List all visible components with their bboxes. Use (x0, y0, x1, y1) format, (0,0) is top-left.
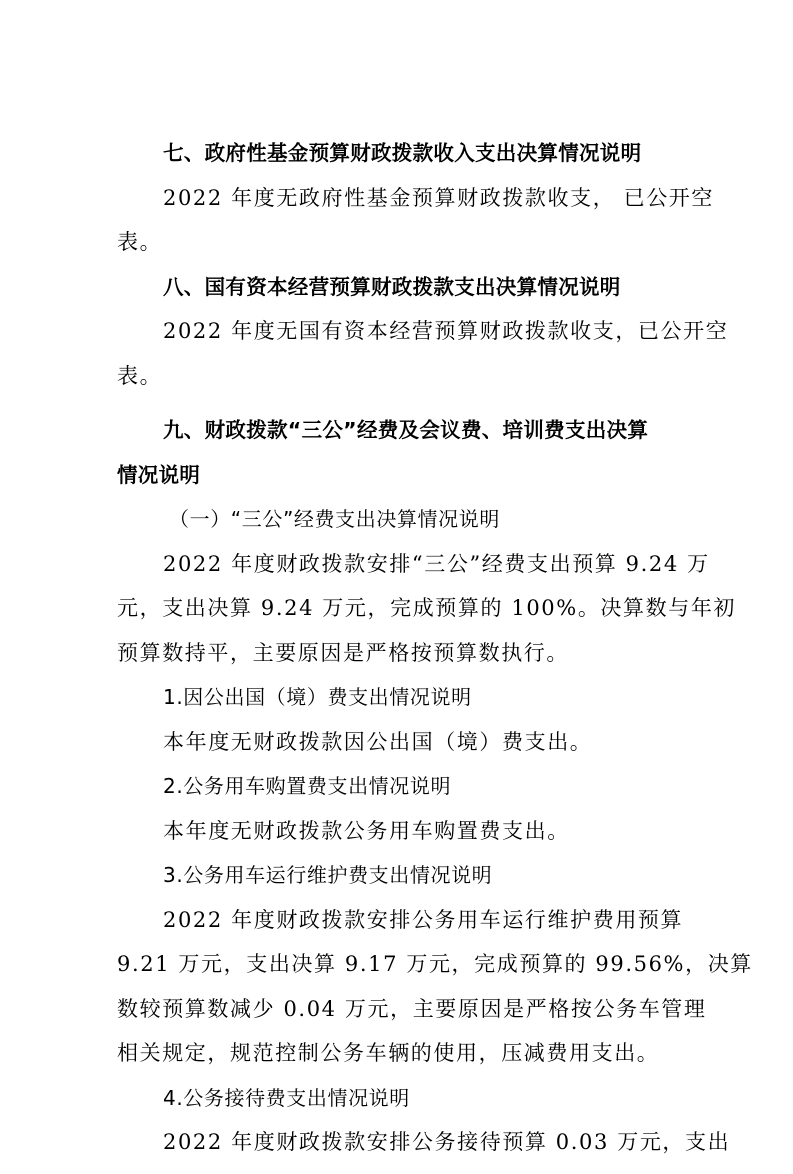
section-9-heading-line-1: 九、财政拨款“三公”经费及会议费、培训费支出决算 (163, 418, 649, 442)
item-4-heading: 4.公务接待费支出情况说明 (163, 1085, 410, 1110)
item-1-text: 本年度无财政拨款因公出国（境）费支出。 (163, 729, 593, 754)
subsection-1-paragraph-line-1: 2022 年度财政拨款安排“三公”经费支出预算 9.24 万 (163, 551, 710, 576)
spacer (117, 407, 677, 417)
item-1-heading: 1.因公出国（境）费支出情况说明 (163, 685, 472, 709)
section-7-paragraph-line-2: 表。 (117, 230, 163, 254)
item-3-paragraph-line-1: 2022 年度财政拨款安排公务用车运行维护费用预算 (163, 907, 684, 932)
item-3-paragraph-line-2: 9.21 万元，支出决算 9.17 万元，完成预算的 99.56%，决算 (117, 952, 753, 976)
section-8-paragraph-line-1: 2022 年度无国有资本经营预算财政拨款收支，已公开空 (163, 319, 729, 343)
document-body (117, 140, 753, 1174)
item-2-text: 本年度无财政拨款公务用车购置费支出。 (163, 818, 570, 843)
subsection-1-paragraph-line-2: 元，支出决算 9.24 万元，完成预算的 100%。决算数与年初 (117, 596, 737, 620)
item-3-paragraph-line-4: 相关规定，规范控制公务车辆的使用，压减费用支出。 (117, 1041, 660, 1065)
section-9-heading-line-2: 情况说明 (117, 462, 201, 487)
item-2-heading: 2.公务用车购置费支出情况说明 (163, 774, 452, 798)
item-3-paragraph-line-3: 数较预算数减少 0.04 万元，主要原因是严格按公务车管理 (117, 996, 707, 1021)
subsection-1-heading: （一）“三公”经费支出决算情况说明 (169, 507, 500, 531)
section-8-heading: 八、国有资本经营预算财政拨款支出决算情况说明 (163, 274, 621, 299)
section-7-heading: 七、政府性基金预算财政拨款收入支出决算情况说明 (163, 141, 642, 165)
subsection-1-paragraph-line-3: 预算数持平，主要原因是严格按预算数执行。 (117, 640, 569, 665)
section-8-paragraph-line-2: 表。 (117, 363, 163, 388)
item-4-paragraph-line-1: 2022 年度财政拨款安排公务接待预算 0.03 万元，支出 (163, 1130, 731, 1154)
section-7-paragraph-line-1: 2022 年度无政府性基金预算财政拨款收支， 已公开空 (163, 185, 714, 210)
item-3-heading: 3.公务用车运行维护费支出情况说明 (163, 863, 493, 887)
